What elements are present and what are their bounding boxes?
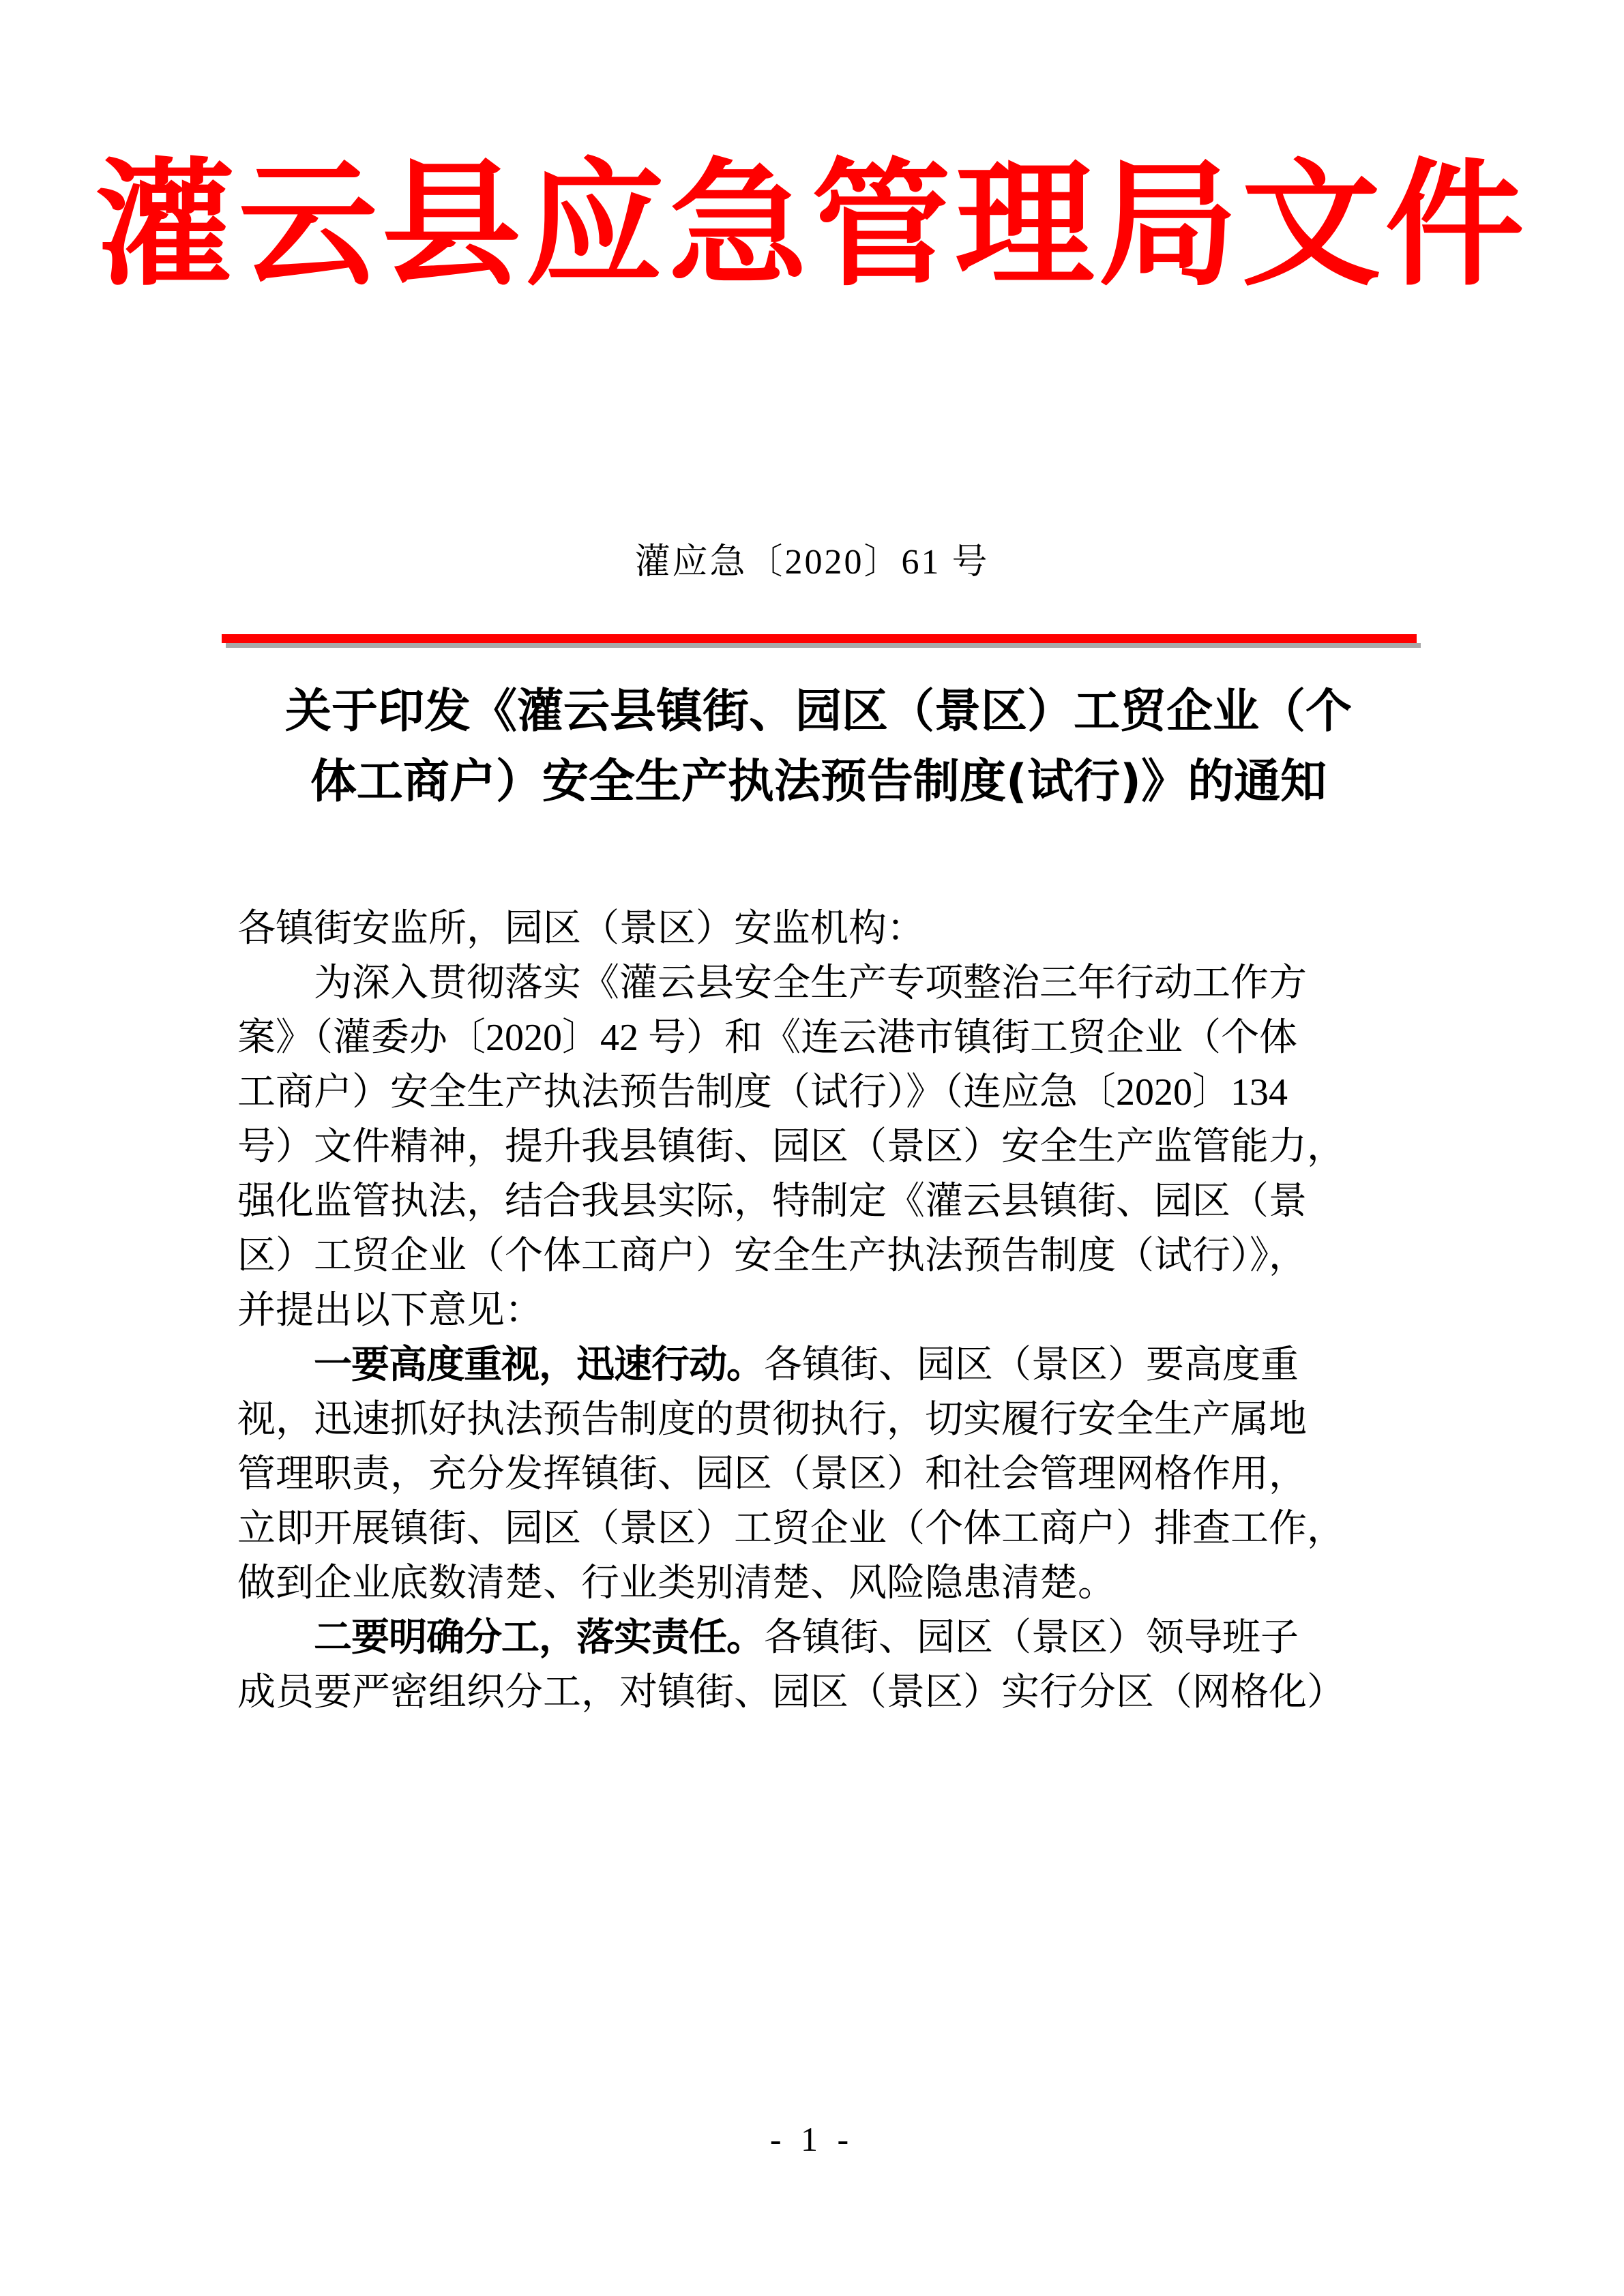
document-title-line: 关于印发《灌云县镇街、园区（景区）工贸企业（个: [284, 685, 1352, 739]
paragraph-bold-lead: 一要高度重视，迅速行动。: [314, 1343, 764, 1387]
body-line: 为深入贯彻落实《灌云县安全生产专项整治三年行动工作方: [314, 962, 1307, 1004]
document-number: 灌应急〔2020〕61 号: [634, 543, 990, 582]
body-line: 管理职责，充分发挥镇街、园区（景区）和社会管理网格作用，: [237, 1453, 1307, 1495]
red-rule-bar: [222, 634, 1417, 643]
body-line: 立即开展镇街、园区（景区）工贸企业（个体工商户）排查工作，: [237, 1508, 1345, 1550]
body-line: 强化监管执法，结合我县实际，特制定《灌云县镇街、园区（景: [237, 1180, 1307, 1223]
red-rule-shadow: [226, 643, 1421, 648]
red-separator-rule: [222, 634, 1417, 646]
body-line: 做到企业底数清楚、行业类别清楚、风险隐患清楚。: [237, 1562, 1116, 1605]
body-line: 一要高度重视，迅速行动。各镇街、园区（景区）要高度重: [314, 1343, 1299, 1387]
body-line: 二要明确分工，落实责任。各镇街、园区（景区）领导班子: [314, 1615, 1299, 1660]
body-line: 并提出以下意见：: [237, 1289, 543, 1332]
salutation: 各镇街安监所，园区（景区）安监机构：: [237, 908, 925, 950]
document-body: [237, 901, 1424, 1720]
body-line: 视，迅速抓好执法预告制度的贯彻执行，切实履行安全生产属地: [237, 1399, 1307, 1441]
page-number-footer: - 1 -: [769, 2120, 855, 2158]
document-title-line: 体工商户）安全生产执法预告制度(试行)》的通知: [310, 755, 1327, 809]
body-line: 号）文件精神，提升我县镇街、园区（景区）安全生产监管能力，: [237, 1126, 1345, 1168]
body-line: 区）工贸企业（个体工商户）安全生产执法预告制度（试行）》，: [237, 1235, 1307, 1277]
body-line: 工商户）安全生产执法预告制度（试行）》（连应急〔2020〕134: [237, 1071, 1288, 1114]
body-line: 案》（灌委办〔2020〕42 号）和《连云港市镇街工贸企业（个体: [237, 1017, 1297, 1059]
masthead-title: 灌云县应急管理局文件: [95, 145, 1529, 305]
document-title: [225, 676, 1412, 818]
body-line: 成员要严密组织分工，对镇街、园区（景区）实行分区（网格化）: [237, 1671, 1345, 1714]
masthead: [0, 145, 1624, 305]
paragraph-bold-lead: 二要明确分工，落实责任。: [314, 1615, 764, 1660]
